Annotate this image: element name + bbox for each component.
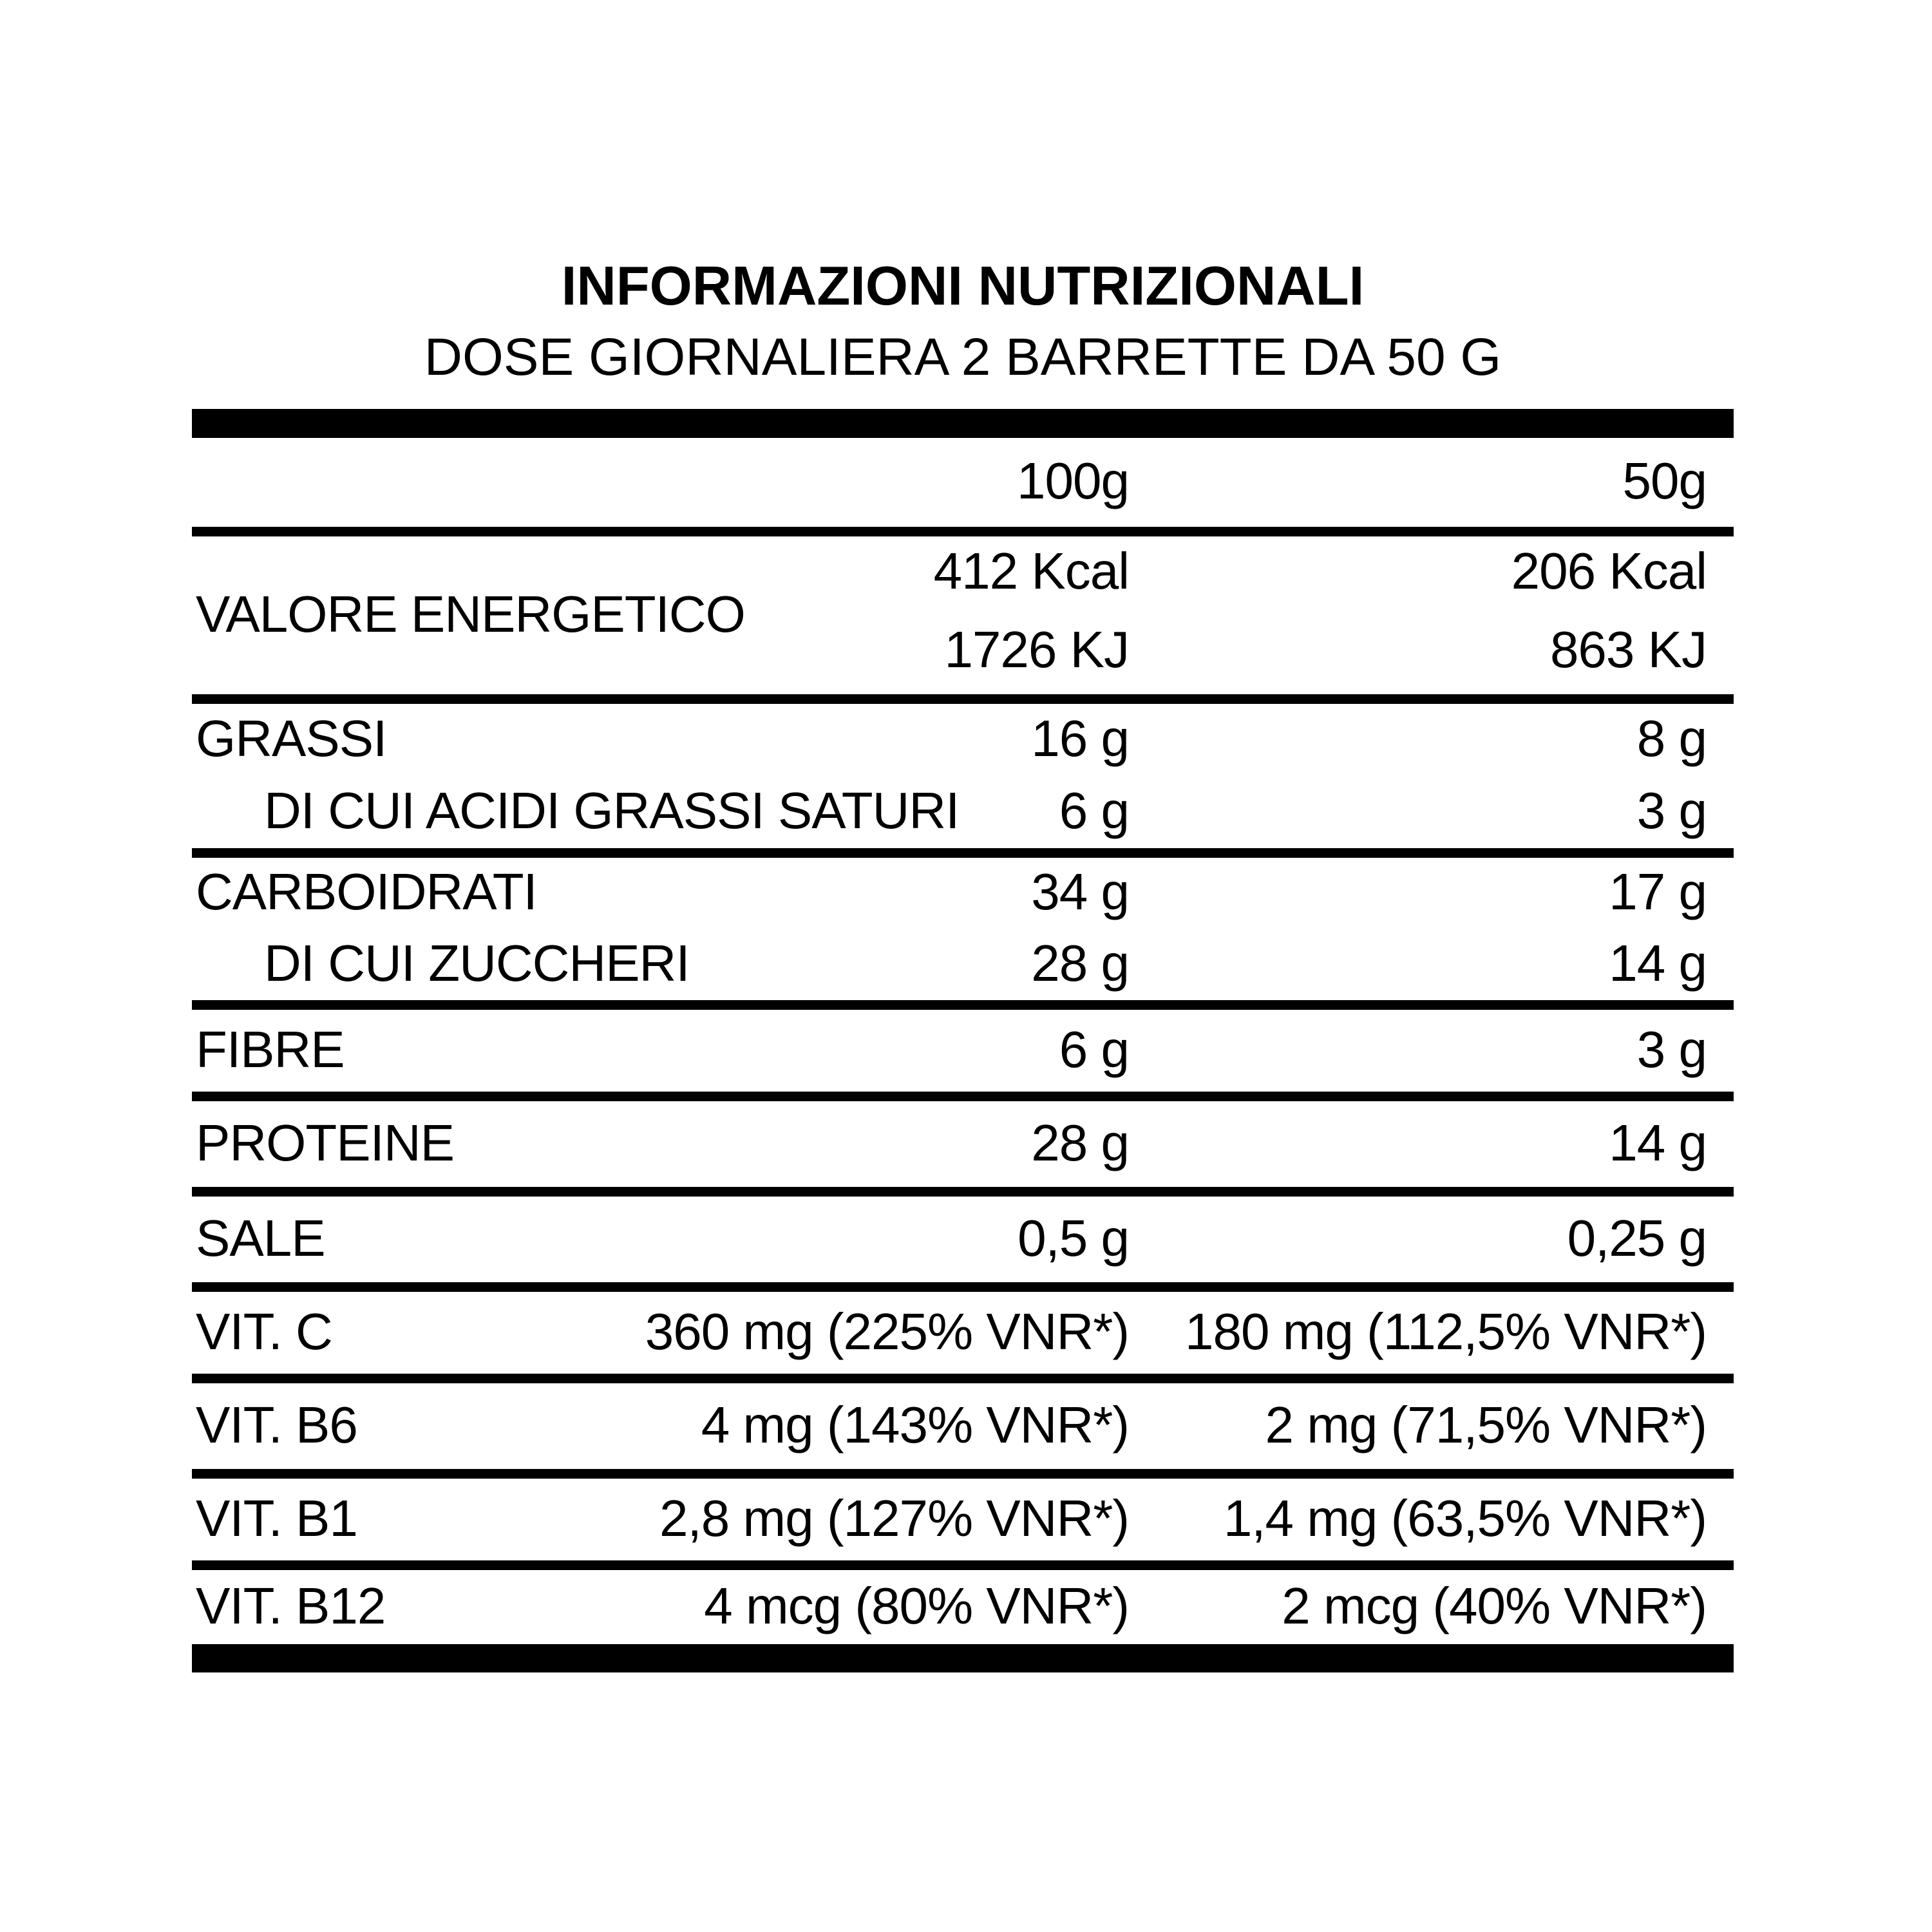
row-salt [192,1197,1734,1282]
saturated-fat-100g: 6 g [1059,781,1129,839]
divider [192,1374,1734,1383]
row-energy-kj-line [192,608,1734,694]
row-saturated-fat-label: DI CUI ACIDI GRASSI SATURI [264,781,960,839]
table-title: INFORMAZIONI NUTRIZIONALI [561,256,1365,317]
vitamin-b12-100g: 4 mcg (80% VNR*) [704,1577,1129,1634]
row-energy-kcal-line [192,536,1734,608]
salt-50g: 0,25 g [1567,1209,1707,1267]
row-sugars-label: DI CUI ZUCCHERI [264,934,690,992]
fat-100g: 16 g [1031,709,1129,767]
row-salt-label: SALE [196,1209,325,1267]
column-header-row [192,438,1734,527]
divider [192,1187,1734,1197]
row-protein-label: PROTEINE [196,1113,454,1171]
row-fiber-label: FIBRE [196,1020,345,1078]
row-carbs [192,858,1734,929]
vitamin-b12-50g: 2 mcg (40% VNR*) [1282,1577,1707,1634]
divider [192,1469,1734,1479]
energy-kcal-50g: 206 Kcal [1511,542,1707,600]
row-saturated-fat [192,775,1734,848]
row-protein [192,1101,1734,1187]
nutrition-table [192,0,1734,1672]
row-vitamin-b12-label: VIT. B12 [196,1577,386,1634]
divider [192,527,1734,536]
vitamin-b6-100g: 4 mg (143% VNR*) [701,1396,1129,1454]
column-header-50g: 50g [1622,452,1707,510]
row-vitamin-b1 [192,1479,1734,1560]
divider [192,1282,1734,1292]
row-carbs-label: CARBOIDRATI [196,863,537,921]
fat-50g: 8 g [1636,709,1707,767]
vitamin-b6-50g: 2 mg (71,5% VNR*) [1265,1396,1707,1454]
sugars-50g: 14 g [1609,934,1707,992]
protein-100g: 28 g [1031,1113,1129,1171]
carbs-50g: 17 g [1609,863,1707,921]
divider [192,1000,1734,1010]
fiber-50g: 3 g [1636,1020,1707,1078]
row-sugars [192,929,1734,1000]
row-vitamin-c-label: VIT. C [196,1302,332,1360]
divider [192,848,1734,858]
divider [192,1092,1734,1101]
row-vitamin-c [192,1292,1734,1374]
row-energy [192,536,1734,694]
bottom-bar [192,1644,1734,1672]
row-fiber [192,1010,1734,1092]
vitamin-c-100g: 360 mg (225% VNR*) [645,1302,1129,1360]
sugars-100g: 28 g [1031,934,1129,992]
carbs-100g: 34 g [1031,863,1129,921]
table-subtitle: DOSE GIORNALIERA 2 BARRETTE DA 50 G [424,328,1502,386]
saturated-fat-50g: 3 g [1636,781,1707,839]
vitamin-b1-50g: 1,4 mg (63,5% VNR*) [1223,1489,1707,1547]
divider [192,694,1734,704]
divider [192,1560,1734,1570]
row-carb-group [192,858,1734,1000]
vitamin-b1-100g: 2,8 mg (127% VNR*) [659,1489,1129,1547]
row-vitamin-b6-label: VIT. B6 [196,1396,357,1454]
energy-kj-50g: 863 KJ [1549,621,1707,679]
fiber-100g: 6 g [1059,1020,1129,1078]
row-energy-label: VALORE ENERGETICO [196,585,745,643]
row-vitamin-b1-label: VIT. B1 [196,1489,357,1547]
energy-kcal-100g: 412 Kcal [933,542,1129,600]
row-fat-label: GRASSI [196,709,387,767]
vitamin-c-50g: 180 mg (112,5% VNR*) [1185,1302,1707,1360]
protein-50g: 14 g [1609,1113,1707,1171]
salt-100g: 0,5 g [1018,1209,1129,1267]
energy-kj-100g: 1726 KJ [944,621,1129,679]
row-fat-group [192,704,1734,848]
column-header-100g: 100g [1017,452,1129,510]
top-bar [192,409,1734,438]
row-vitamin-b6 [192,1383,1734,1469]
row-fat [192,704,1734,775]
row-vitamin-b12 [192,1570,1734,1644]
